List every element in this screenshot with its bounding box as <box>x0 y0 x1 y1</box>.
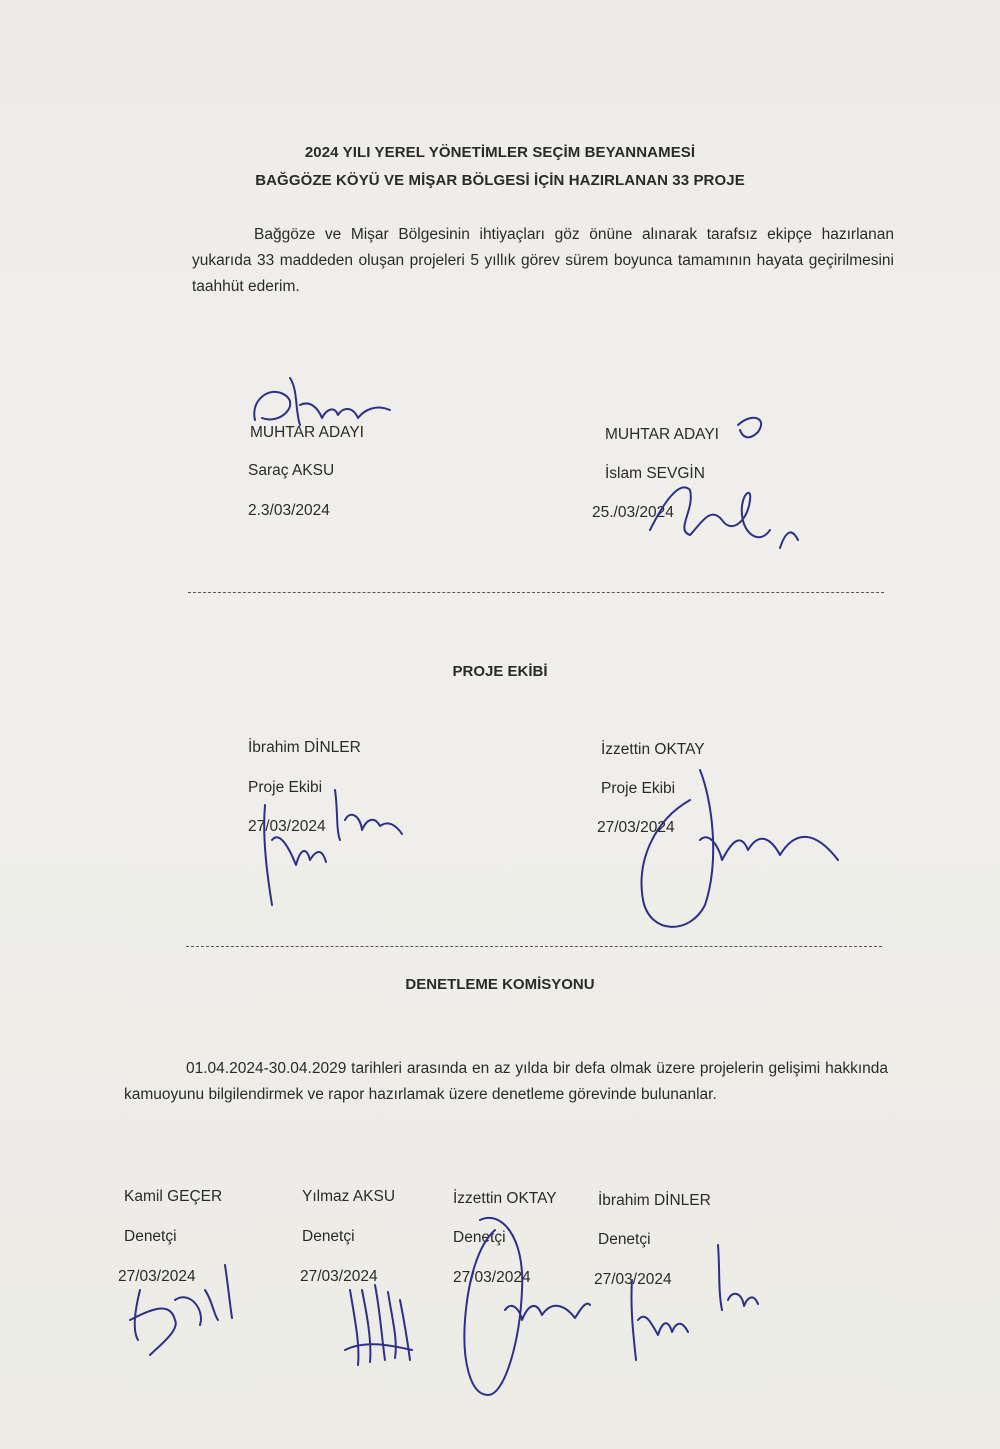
document-title-line2: BAĞGÖZE KÖYÜ VE MİŞAR BÖLGESİ İÇİN HAZIRLANAN 33 PROJE <box>255 172 745 189</box>
signature-islam-sevgin <box>650 418 798 548</box>
team-member-2-role: Proje Ekibi <box>601 780 676 797</box>
auditor-3-date: 27/03/2024 <box>453 1269 531 1286</box>
auditor-3-role: Denetçi <box>453 1229 506 1246</box>
team-member-2-date: 27/03/2024 <box>597 819 675 836</box>
auditor-1-role: Denetçi <box>124 1228 177 1245</box>
auditor-2-name: Yılmaz AKSU <box>302 1188 396 1205</box>
auditor-4-name: İbrahim DİNLER <box>598 1192 711 1209</box>
auditor-1-name: Kamil GEÇER <box>124 1188 223 1205</box>
signature-saray-aksu <box>254 378 390 425</box>
candidate-2-role: MUHTAR ADAYI <box>605 426 719 443</box>
commission-text: 01.04.2024-30.04.2029 tarihleri arasında en az yılda bir defa olmak üzere projelerin gelişimi hakkında kamuoyunu bilgilendirmek ve rapor hazırlamak üzere denetleme görevinde bulunanlar. <box>124 1060 888 1103</box>
signature-izzettin-oktay-commission <box>464 1218 590 1395</box>
auditor-1-date: 27/03/2024 <box>118 1268 196 1285</box>
candidate-1-role: MUHTAR ADAYI <box>250 424 364 441</box>
auditor-4-date: 27/03/2024 <box>594 1271 672 1288</box>
intro-text: Bağgöze ve Mişar Bölgesinin ihtiyaçları göz önüne alınarak tarafsız ekipçe hazırlanan yukarıda 33 maddeden oluşan projeleri 5 yıllık görev sürem boyunca tamamının hayata geçirilmesini taahhüt ederim. <box>192 226 894 295</box>
team-member-2-name: İzzettin OKTAY <box>601 741 705 758</box>
auditor-2-role: Denetçi <box>302 1228 355 1245</box>
candidate-2-date: 25./03/2024 <box>592 504 674 521</box>
signature-kamil-gecer <box>130 1265 232 1355</box>
team-member-1-role: Proje Ekibi <box>248 779 323 796</box>
team-member-1-name: İbrahim DİNLER <box>248 739 361 756</box>
document-title-line1: 2024 YILI YEREL YÖNETİMLER SEÇİM BEYANNAMESİ <box>304 144 696 161</box>
project-team-heading: PROJE EKİBİ <box>452 663 548 680</box>
candidate-1-date: 2.3/03/2024 <box>248 502 330 519</box>
auditor-2-date: 27/03/2024 <box>300 1268 378 1285</box>
commission-heading: DENETLEME KOMİSYONU <box>405 976 595 993</box>
signature-yilmaz-aksu <box>345 1285 412 1365</box>
auditor-3-name: İzzettin OKTAY <box>453 1190 557 1207</box>
candidate-2-name: İslam SEVGİN <box>605 465 705 482</box>
auditor-4-role: Denetçi <box>598 1231 651 1248</box>
signature-izzettin-oktay-team <box>642 770 838 927</box>
candidate-1-name: Saraç AKSU <box>248 462 335 479</box>
team-member-1-date: 27/03/2024 <box>248 818 326 835</box>
signature-ibrahim-dinler-team <box>264 790 402 905</box>
signature-ibrahim-dinler-commission <box>631 1245 758 1360</box>
